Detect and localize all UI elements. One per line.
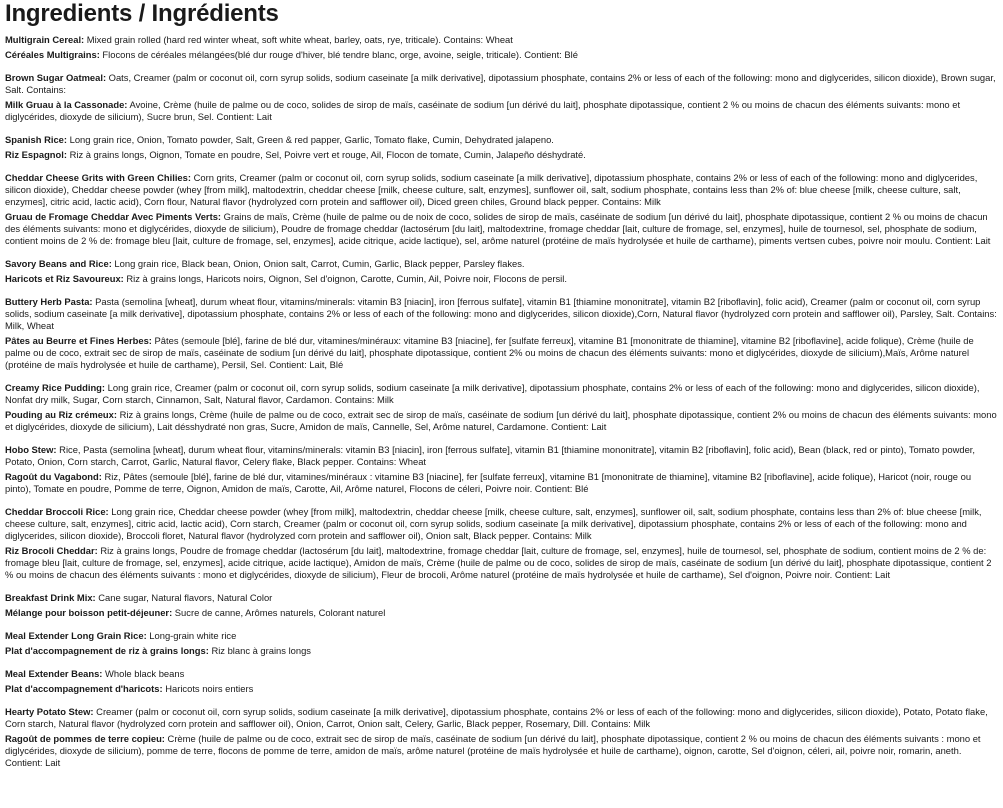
english-ingredients	[5, 296, 997, 332]
french-ingredient-text: Flocons de céréales mélangées(blé dur rouge d'hiver, blé tendre blanc, orge, avoine, seigle, triticale). Contient: Blé	[99, 49, 578, 60]
ingredient-entry	[5, 382, 997, 433]
ingredient-entry	[5, 296, 997, 371]
english-ingredient-text: Pasta (semolina [wheat], durum wheat flour, vitamins/minerals: vitamin B3 [niacin], iron [ferrous sulfate], vitamin B1 [thiamine mononitrate], vitamin B2 [riboflavin], folic acid), Creamer (palm or coconut oil, corn syrup solids, sodium caseinate [a milk derivative], dipotassium phosphate, contains 2% or less of each of the following: mono and diglycerides, silicon dioxide),Corn, Natural flavor (hydrolyzed corn protein and safflower oil), Parsley, Salt. Contains: Milk, Wheat	[5, 296, 997, 331]
ingredient-entry	[5, 258, 997, 285]
english-ingredient-text: Long grain rice, Cheddar cheese powder (whey [from milk], maltodextrin, cheddar cheese [milk, cheese culture, salt, enzymes], sunflower oil, salt, sodium phosphate, contains less than 2% of: blue cheese [milk, cheese culture, salt, enzymes], citric acid, lactic acid), Corn starch, Creamer (palm or coconut oil, corn syrup solids, sodium caseinate [a milk derivative], dipotassium phosphate, contains 2% or less of each of the following: mono and diglycerides, silicon dioxide), Broccoli floret, Natural flavor (hydrolyzed corn protein and safflower oil), Onion salt, Black pepper. Contains: Milk	[5, 506, 982, 541]
french-product-name: Plat d'accompagnement de riz à grains longs:	[5, 645, 209, 656]
english-ingredient-text: Oats, Creamer (palm or coconut oil, corn syrup solids, sodium caseinate [a milk derivative], dipotassium phosphate, contains 2% or less of each of the following: mono and diglycerides, silicon dioxide), Brown sugar, Salt. Contains:	[5, 72, 996, 95]
english-product-name: Hearty Potato Stew:	[5, 706, 94, 717]
french-ingredients	[5, 335, 997, 371]
french-product-name: Mélange pour boisson petit-déjeuner:	[5, 607, 173, 618]
french-ingredient-text: Riz blanc à grains longs	[208, 645, 311, 656]
english-ingredient-text: Long grain rice, Black bean, Onion, Onion salt, Carrot, Cumin, Garlic, Black pepper, Parsley flakes.	[111, 258, 525, 269]
french-ingredients	[5, 683, 997, 695]
page-title: Ingredients / Ingrédients	[5, 0, 279, 27]
french-product-name: Ragoût de pommes de terre copieu:	[5, 733, 165, 744]
french-ingredient-text: Riz à grains longs, Haricots noirs, Oignon, Sel d'oignon, Carotte, Cumin, Ail, Poivre noir, Flocons de persil.	[123, 273, 567, 284]
english-ingredients	[5, 72, 997, 96]
ingredient-entry	[5, 506, 997, 581]
english-ingredient-text: Mixed grain rolled (hard red winter wheat, soft white wheat, barley, oats, rye, triticale). Contains: Wheat	[84, 34, 513, 45]
french-ingredient-text: Crème (huile de palme ou de coco, extrait sec de sirop de maïs, caséinate de sodium [un dérivé du lait], phosphate dipotassique, contient 2 % ou moins de chacun des éléments suivants : mono et diglycérides, dioxyde de silicium), pomme de terre, flocons de pomme de terre, amidon de maïs, arôme naturel (protéine de maïs hydrolysée et huile de carthame), oignon, carotte, Sel d'oignon, céleri, ail, poivre noir, romarin, aneth. Contient: Lait	[5, 733, 981, 768]
english-ingredient-text: Cane sugar, Natural flavors, Natural Color	[95, 592, 273, 603]
french-product-name: Riz Espagnol:	[5, 149, 67, 160]
french-ingredients	[5, 49, 997, 61]
english-product-name: Cheddar Broccoli Rice:	[5, 506, 109, 517]
french-product-name: Gruau de Fromage Cheddar Avec Piments Verts:	[5, 211, 222, 222]
english-product-name: Hobo Stew:	[5, 444, 57, 455]
french-product-name: Ragoût du Vagabond:	[5, 471, 102, 482]
french-ingredient-text: Riz à grains longs, Oignon, Tomate en poudre, Sel, Poivre vert et rouge, Ail, Flocon de tomate, Cumin, Jalapeño déshydraté.	[66, 149, 586, 160]
english-ingredients	[5, 382, 997, 406]
ingredient-entry	[5, 706, 997, 769]
french-product-name: Riz Brocoli Cheddar:	[5, 545, 98, 556]
english-product-name: Cheddar Cheese Grits with Green Chilies:	[5, 172, 191, 183]
french-product-name: Céréales Multigrains:	[5, 49, 100, 60]
french-ingredient-text: Riz à grains longs, Crème (huile de palme ou de coco, extrait sec de sirop de maïs, caséinate de sodium [un dérivé du lait], phosphate dipotassique, contient 2% ou moins de chacun des éléments suivants: mono et diglycérides, dioxyde de silicium), Lait désshydraté non gras, Sucre, Amidon de maïs, Cannelle, Sel, Arôme naturel, Cardamone. Contient: Lait	[5, 409, 997, 432]
english-ingredients	[5, 134, 997, 146]
english-product-name: Breakfast Drink Mix:	[5, 592, 96, 603]
english-ingredients	[5, 668, 997, 680]
french-ingredient-text: Grains de maïs, Crème (huile de palme ou de noix de coco, solides de sirop de maïs, caséinate de sodium [un dérivé du lait], phosphate dipotassique, contient 2 % ou moins de chacun des éléments suivants: mono et diglycérides, dioxyde de silicium), Poudre de fromage cheddar (lactosérum [du lait], maltodextrine, fromage cheddar [lait, culture de fromage, sel, enzymes], huile de tournesol, sel, phosphate de sodium, contient moins de 2 % de: fromage bleu [lait, culture de fromage, sel, enzymes], acide citrique, acide lactique), sel, arôme naturel (protéine de maïs hydrolysée et huile de carthame), piments vertsen cubes, poivre noir moulu. Contient: Lait	[5, 211, 991, 246]
english-ingredients	[5, 506, 997, 542]
french-ingredient-text: Riz, Pâtes (semoule [blé], farine de blé dur, vitamines/minéraux : vitamine B3 [niacine], fer [sulfate ferreux], vitamine B1 [mononitrate de thiamine], vitamine B2 [riboflavine], acide folique), Haricot (noir, rouge ou pinto), Tomate en poudre, Pomme de terre, Oignon, Amidon de maïs, Carotte, Ail, Arôme naturel, Flocons de céleri, Poivre noir. Contient: Blé	[5, 471, 972, 494]
english-product-name: Multigrain Cereal:	[5, 34, 85, 45]
english-product-name: Meal Extender Long Grain Rice:	[5, 630, 147, 641]
french-product-name: Pâtes au Beurre et Fines Herbes:	[5, 335, 152, 346]
french-product-name: Pouding au Riz crémeux:	[5, 409, 117, 420]
english-ingredients	[5, 172, 997, 208]
french-ingredients	[5, 211, 997, 247]
french-ingredients	[5, 733, 997, 769]
french-product-name: Plat d'accompagnement d'haricots:	[5, 683, 163, 694]
ingredient-entry	[5, 668, 997, 695]
french-ingredients	[5, 99, 997, 123]
english-ingredient-text: Corn grits, Creamer (palm or coconut oil, corn syrup solids, sodium caseinate [a milk derivative], dipotassium phosphate, contains 2% or less of each of the following: mono and diglycerides, silicon dioxide), Cheddar cheese powder (whey [from milk], maltodextrin, cheddar cheese [milk, cheese culture, salt, enzymes], sunflower oil, salt, sodium phosphate, contains less than 2% of: blue cheese [milk, cheese culture, salt, enzymes], citric acid, lactic acid), Corn flour, Natural flavor (hydrolyzed corn protein and safflower oil), Diced green chiles, Ground black pepper. Contains: Milk	[5, 172, 978, 207]
english-ingredient-text: Whole black beans	[102, 668, 185, 679]
french-ingredient-text: Avoine, Crème (huile de palme ou de coco, solides de sirop de maïs, caséinate de sodium [un dérivé du lait], phosphate dipotassique, contient 2 % ou moins de chacun des éléments suivants: mono et diglycérides, dioxyde de silicium), Sucre brun, Sel. Contient: Lait	[5, 99, 961, 122]
english-ingredient-text: Creamer (palm or coconut oil, corn syrup solids, sodium caseinate [a milk derivative], dipotassium phosphate, contains 2% or less of each of the following: mono and diglycerides, silicon dioxide), Potato, Potato flake, Corn starch, Natural flavor (hydrolyzed corn protein and safflower oil), Onion, Carrot, Onion salt, Celery, Garlic, Black pepper, Rosemary, Dill. Contains: Milk	[5, 706, 988, 729]
english-ingredient-text: Rice, Pasta (semolina [wheat], durum wheat flour, vitamins/minerals: vitamin B3 [niacin], iron [ferrous sulfate], vitamin B1 [thiamine mononitrate], vitamin B2 [riboflavin], folic acid), Bean (black, red or pinto), Tomato powder, Potato, Onion, Corn starch, Carrot, Garlic, Natural flavor, Celery flake, Black pepper. Contains: Wheat	[5, 444, 976, 467]
french-ingredient-text: Haricots noirs entiers	[162, 683, 254, 694]
english-product-name: Brown Sugar Oatmeal:	[5, 72, 107, 83]
french-ingredients	[5, 471, 997, 495]
ingredient-entry	[5, 72, 997, 123]
ingredient-entry	[5, 630, 997, 657]
ingredient-entry	[5, 34, 997, 61]
ingredient-entry	[5, 172, 997, 247]
french-ingredients	[5, 273, 997, 285]
english-ingredient-text: Long grain rice, Creamer (palm or coconut oil, corn syrup solids, sodium caseinate [a milk derivative], dipotassium phosphate, contains 2% or less of each of the following: mono and diglycerides, silicon dioxide), Nonfat dry milk, Sugar, Corn starch, Cinnamon, Salt, Natural flavor, Cardamon. Contains: Milk	[5, 382, 980, 405]
english-ingredients	[5, 630, 997, 642]
ingredient-entry	[5, 592, 997, 619]
ingredient-entry	[5, 444, 997, 495]
english-product-name: Meal Extender Beans:	[5, 668, 103, 679]
english-ingredients	[5, 258, 997, 270]
english-ingredients	[5, 592, 997, 604]
english-ingredients	[5, 706, 997, 730]
french-ingredients	[5, 149, 997, 161]
french-ingredient-text: Riz à grains longs, Poudre de fromage cheddar (lactosérum [du lait], maltodextrine, fromage cheddar [lait, culture de fromage, sel, enzymes], huile de tournesol, sel, phosphate de sodium, contient moins de 2 % de: fromage bleu [lait, culture de fromage, sel, enzymes], acide citrique, acide lactique), Amidon de maïs, Crème (huile de palme ou de coco, solides de sirop de maïs, caséinate de sodium [un dérivé du lait], phosphate dipotassique, contient 2 % ou moins de chacun des éléments suivants : mono et diglycérides, dioxyde de silicium), Fleur de brocoli, Arôme naturel (protéine de maïs hydrolysée et huile de carthame), Sel d'oignon, Poivre noir. Contient: Lait	[5, 545, 992, 580]
english-ingredient-text: Long-grain white rice	[146, 630, 237, 641]
french-ingredients	[5, 645, 997, 657]
french-product-name: Haricots et Riz Savoureux:	[5, 273, 124, 284]
french-product-name: Milk Gruau à la Cassonade:	[5, 99, 128, 110]
english-product-name: Savory Beans and Rice:	[5, 258, 112, 269]
ingredient-list	[5, 34, 997, 769]
english-product-name: Spanish Rice:	[5, 134, 67, 145]
french-ingredients	[5, 545, 997, 581]
english-product-name: Buttery Herb Pasta:	[5, 296, 93, 307]
french-ingredients	[5, 607, 997, 619]
french-ingredient-text: Pâtes (semoule [blé], farine de blé dur, vitamines/minéraux: vitamine B3 [niacine], fer [sulfate ferreux], vitamine B1 [mononitrate de thiamine], vitamine B2 [riboflavine], acide folique), Crème (huile de palme ou de coco, extrait sec de sirop de maïs, caséinate de sodium [un dérivé du lait], phosphate dipotassique, contient 2% ou moins de chacun des éléments suivants: mono et diglycérides, dioxyde de silicium),Maïs, Arôme naturel (protéine de maïs hydrolysée et huile de carthame), Persil, Sel. Contient: Lait, Blé	[5, 335, 974, 370]
ingredient-entry	[5, 134, 997, 161]
english-ingredients	[5, 34, 997, 46]
french-ingredient-text: Sucre de canne, Arômes naturels, Colorant naturel	[172, 607, 386, 618]
french-ingredients	[5, 409, 997, 433]
english-product-name: Creamy Rice Pudding:	[5, 382, 106, 393]
english-ingredient-text: Long grain rice, Onion, Tomato powder, Salt, Green & red papper, Garlic, Tomato flake, Cumin, Dehydrated jalapeno.	[67, 134, 554, 145]
english-ingredients	[5, 444, 997, 468]
